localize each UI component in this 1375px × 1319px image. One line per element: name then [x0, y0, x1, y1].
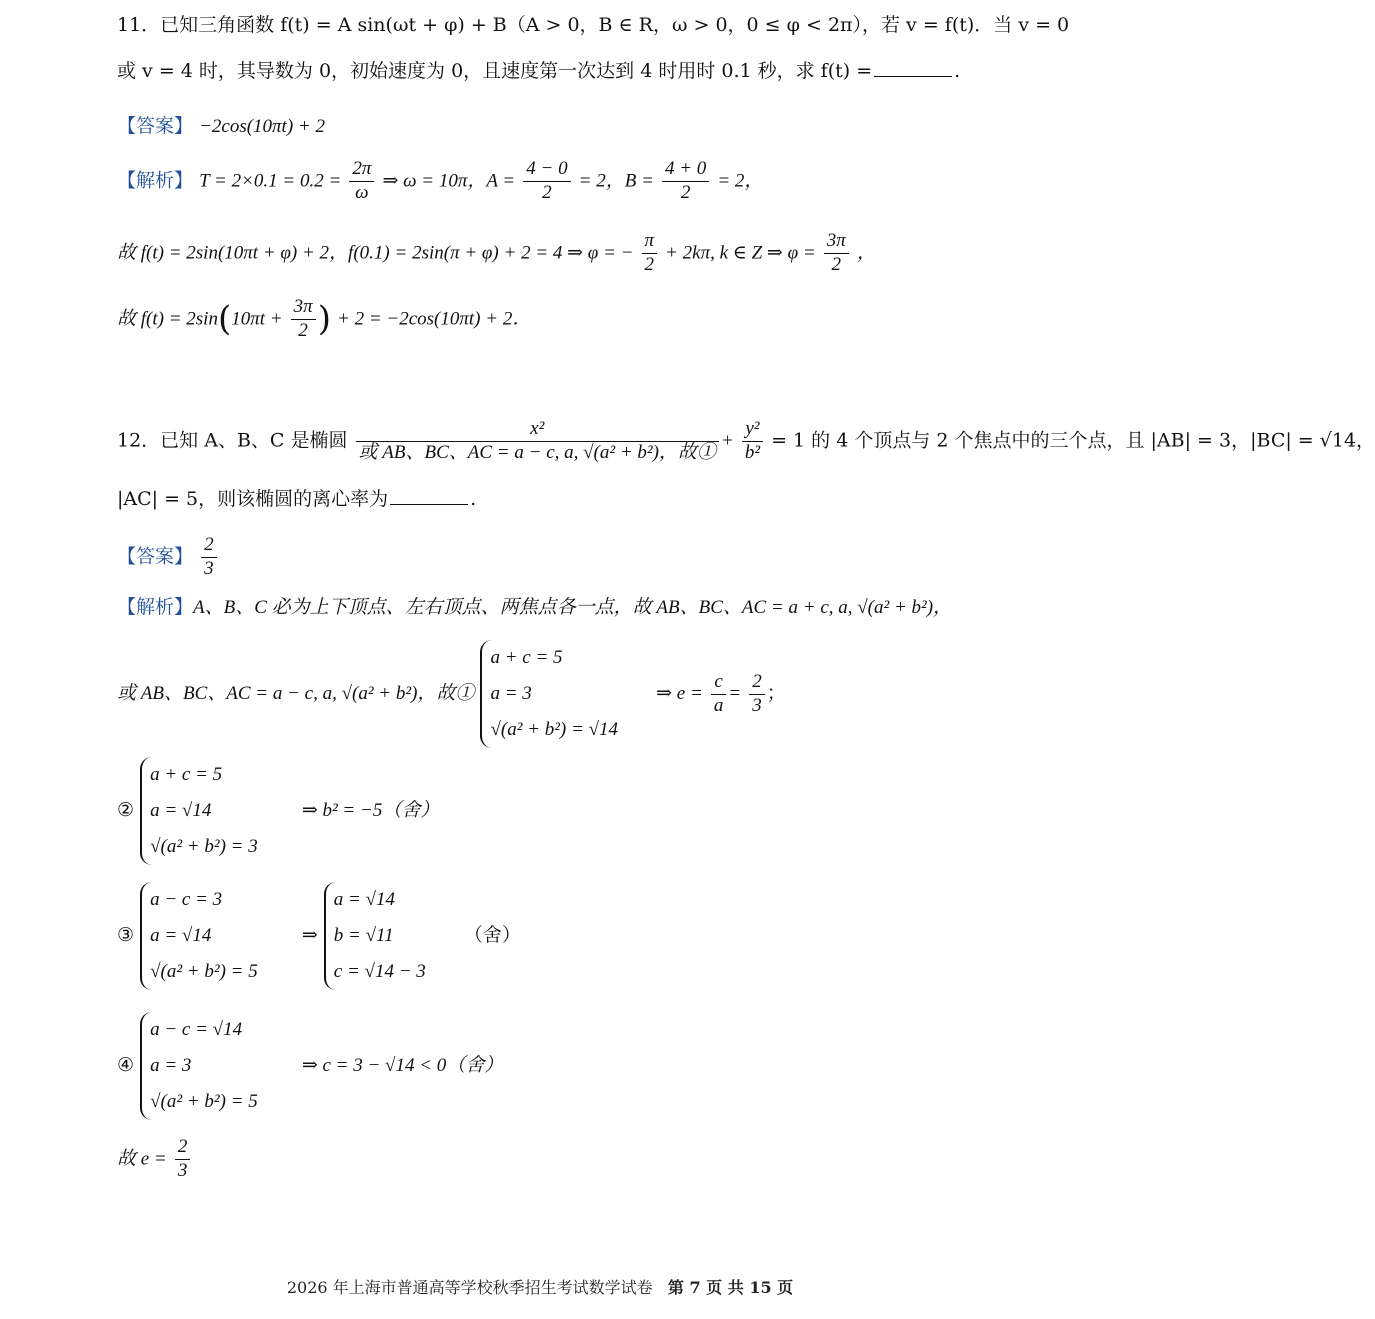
- equation-system-2: a + c = 5 a = √14 √(a² + b²) = 3: [140, 757, 264, 865]
- answer-tag: 【答案】: [117, 545, 194, 568]
- q11-analysis-line2: [117, 230, 876, 277]
- q12-answer: [117, 534, 219, 581]
- q12-text: 12．已知 A、B、C 是椭圆: [117, 429, 348, 452]
- analysis-text: （舍）: [463, 924, 521, 946]
- q11-line1: 11．已知三角函数 f(t) = A sin(ωt + φ) + B（A > 0，B ∈ R，ω > 0，0 ≤ φ < 2π），若 v = f(t)．当 v = 0: [117, 14, 1070, 36]
- q11-analysis-line3: 故 f(t) = 2sin(10πt + $\frac{3\pi}{2}$ ) + 2 = −2cos(10πt) + 2．: [117, 296, 532, 341]
- q12-text: = 1 的 4 个顶点与 2 个焦点中的三个点，且 |AB| = 3，|BC| = √14，: [771, 429, 1375, 452]
- q11-line2: 或 v = 4 时，其导数为 0，初始速度为 0，且速度第一次达到 4 时用时 0.1 秒，求 f(t) = .: [117, 60, 961, 82]
- case-marker: ②: [117, 799, 135, 821]
- analysis-tag: 【解析】: [117, 596, 194, 618]
- answer-tag: 【答案】: [117, 115, 194, 137]
- answer-blank: [390, 503, 468, 505]
- fraction: $\frac{2\pi}{\omega}$: [349, 158, 374, 205]
- equation-system-1: a + c = 5 a = 3 √(a² + b²) = √14: [480, 640, 624, 748]
- q12-analysis-case3: [117, 882, 521, 990]
- analysis-text: ，: [856, 242, 876, 264]
- fraction: $\frac{2}{3}$: [749, 671, 765, 718]
- analysis-text: 故 f(t) = 2sin(10πt + φ) + 2，f(0.1) = 2sin(π + φ) + 2 = 4 ⇒ φ = −: [117, 242, 634, 264]
- analysis-text: + 2kπ, k ∈ Z ⇒ φ =: [665, 242, 816, 264]
- case-marker: ④: [117, 1054, 135, 1076]
- fraction: $\frac{\text{y²}}{\text{b²}}$: [742, 418, 763, 465]
- q12-conclusion: [117, 1136, 192, 1183]
- fraction: $\frac{4 + 0}{2}$: [662, 158, 709, 205]
- analysis-tag: 【解析】: [117, 169, 194, 192]
- q12-analysis-case4: [117, 1012, 503, 1120]
- answer-value: −2cos(10πt) + 2: [199, 116, 325, 137]
- plus-sign: +: [720, 430, 734, 452]
- fraction: $\frac{2}{3}$: [175, 1136, 191, 1183]
- analysis-text: 或 AB、BC、AC = a − c, a, √(a² + b²)，故①: [117, 683, 475, 704]
- analysis-text: ⇒ c = 3 − √14 < 0（舍）: [301, 1055, 504, 1076]
- analysis-text: = 2，: [717, 170, 764, 192]
- q12-line1: [117, 418, 1375, 465]
- equation-system-3: a − c = 3 a = √14 √(a² + b²) = 5: [140, 882, 264, 990]
- fraction: $\frac{\pi}{2}$: [642, 230, 658, 277]
- analysis-text: ⇒ e =: [656, 683, 703, 704]
- fraction: $\frac{c}{a}$: [711, 671, 727, 718]
- page-number: 第 7 页 共 15 页: [667, 1278, 794, 1297]
- fraction: $\frac{4 - 0}{2}$: [523, 158, 570, 205]
- q11-line2-text: 或 v = 4 时，其导数为 0，初始速度为 0，且速度第一次达到 4 时用时 0.1 秒，求 f(t) =: [117, 60, 873, 82]
- q11-answer: [117, 115, 325, 139]
- arrow: ⇒: [301, 925, 318, 946]
- analysis-text: A、B、C 必为上下顶点、左右顶点、两焦点各一点，故 AB、BC、AC = a + c, a, √(a² + b²)，: [193, 597, 953, 618]
- analysis-text: = 2，B =: [578, 170, 654, 192]
- analysis-text: T = 2×0.1 = 0.2 =: [199, 170, 342, 192]
- q11-analysis-line1: [117, 158, 763, 205]
- conclusion-text: 故 e =: [117, 1148, 167, 1170]
- footer-title: 2026 年上海市普通高等学校秋季招生考试数学试卷: [286, 1278, 653, 1297]
- fraction: $\frac{\text{x²}}{\text{或 AB、BC、AC = a − c, a, √(a² + b²)，故①}}$: [356, 418, 719, 465]
- fraction: $\frac{3\pi}{2}$: [824, 230, 849, 277]
- q12-analysis-line1: [117, 596, 952, 620]
- q12-line2: |AC| = 5，则该椭圆的离心率为 .: [117, 488, 477, 510]
- answer-fraction: $\frac{2}{3}$: [201, 534, 217, 581]
- fraction: $\frac{3\pi}{2}$: [291, 296, 316, 343]
- answer-blank: [874, 75, 952, 77]
- q12-analysis-case1: 或 AB、BC、AC = a − c, a, √(a² + b²)，故① a + c = 5 a = 3 √(a² + b²) = √14 ⇒ e = $\frac{c}{a}$ = $\frac{2}{3}$ ；: [117, 640, 786, 748]
- analysis-text: ⇒ ω = 10π，A =: [382, 170, 516, 192]
- analysis-text: 故 f(t) = 2sin: [117, 308, 218, 330]
- equation-system-4: a − c = √14 a = 3 √(a² + b²) = 5: [140, 1012, 264, 1120]
- analysis-text: + 2 = −2cos(10πt) + 2．: [337, 308, 532, 330]
- case-marker: ③: [117, 924, 135, 946]
- analysis-text: ⇒ b² = −5（舍）: [301, 800, 440, 821]
- analysis-text: 10πt +: [231, 308, 283, 330]
- q12-line2-text: |AC| = 5，则该椭圆的离心率为: [117, 488, 389, 510]
- equation-system-3b: a = √14 b = √11 c = √14 − 3: [324, 882, 432, 990]
- q12-analysis-case2: [117, 757, 439, 865]
- page-footer: [0, 1275, 1080, 1298]
